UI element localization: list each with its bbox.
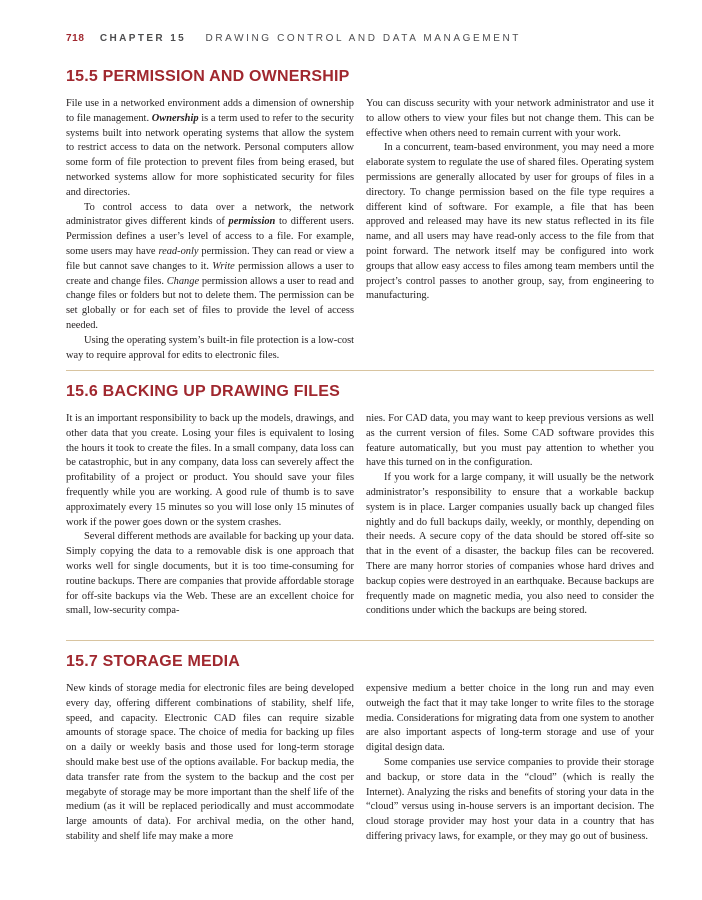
section-heading: 15.7 STORAGE MEDIA [66,653,241,670]
emphasized-term: read-only [158,245,199,257]
section-storage-media [66,652,654,845]
paragraph: It is an important responsibility to back up the models, drawings, and other data that you create. Losing your files is equivalent to losing the hours it took to create the files. In a small company, data loss can be catastrophic, but in any company, data loss can severely affect the profitability of a project or product. You should save your files frequently while you are working. A good rule of thumb is to save approximately every 15 minutes so you will lose only 15 minutes of work if the power goes down or the system crashes. [66,413,354,528]
left-column [66,682,354,845]
section-divider [66,640,654,641]
section-permission-ownership [66,67,654,363]
chapter-title: DRAWING CONTROL AND DATA MANAGEMENT [205,33,521,44]
running-head [66,33,666,47]
paragraph: To control access to data over a network, the network administrator gives different kinds of permission to different users. Permission defines a user’s level of access to a file. For example, some users may have read-only permission. They can read or view a file but cannot save changes to it. Write permission allows a user to create and change files. Change permission allows a user to read and change files or folders but not to delete them. The permission can be set globally or for each set of files to provide the level of access needed. [66,201,354,331]
paragraph: Some companies use service companies to provide their storage and backup, or store data in the “cloud” (which is really the Internet). Analyzing the risks and benefits of storing your data in the “cloud” versus using in-house servers is an important decision. The cloud storage provider may host your data in a country that has differing privacy laws, for example, or they may go out of business. [366,756,654,842]
section-backing-up [66,382,654,619]
left-column [66,412,354,619]
paragraph: expensive medium a better choice in the long run and may even outweigh the fact that it may take longer to write files to the storage media. Considerations for migrating data from one system to another are also important aspects of long-term storage and use of your digital design data. [366,683,654,754]
paragraph: File use in a networked environment adds a dimension of ownership to file management. Ownership is a term used to refer to the security systems built into network operating systems that allow the system to restrict access to data on the network. Personal computers allow some form of file protection to prevent files from being erased, but networked systems allow for more sophisticated security for files and directories. [66,98,354,198]
paragraph: In a concurrent, team-based environment, you may need a more elaborate system to regulate the use of shared files. Operating system permissions are generally allocated by user for groups of files in a directory. To change permission based on the file type requires a different kind of software. For example, a file that has been approved and released may have its new status reflected in its file name, and all users may have read-only access to the file from that point forward. The network itself may be configured into work groups that allow easy access to files among team members until the project’s control passes to another group, say, from engineering to manufacturing. [366,142,654,302]
right-column [366,682,654,845]
emphasized-term: Write [212,260,235,272]
section-heading: 15.6 BACKING UP DRAWING FILES [66,383,340,400]
chapter-label: CHAPTER 15 [99,33,187,44]
section-heading: 15.5 PERMISSION AND OWNERSHIP [66,68,350,85]
section-columns [66,682,654,845]
section-divider [66,370,654,371]
section-columns [66,412,654,619]
left-column [66,97,354,363]
emphasized-term: permission [228,216,276,228]
emphasized-term: Ownership [151,112,199,124]
right-column [366,97,654,363]
paragraph: Several different methods are available for backing up your data. Simply copying the data to a removable disk is one approach that works well for single documents, but it is too time-consuming for routine backups. There are companies that provide affordable storage for off-site backups via the Web. These are an excellent choice for small, low-security compa- [66,531,354,617]
emphasized-term: Change [166,275,200,287]
right-column [366,412,654,619]
paragraph: New kinds of storage media for electronic files are being developed every day, offering different combinations of stability, shelf life, speed, and capacity. Electronic CAD files can require sizable amounts of storage space. The choice of media for backing up files on a daily or weekly basis and those used for long-term storage should make best use of the options available. For backup media, the data transfer rate from the system to the backup and the cost per megabyte of storage may be more important than the shelf life of the medium (as it will be replaced periodically and must accommodate large amounts of data). For archival media, on the other hand, stability and shelf life may make a more [66,683,354,842]
page-number: 718 [66,33,85,44]
paragraph: nies. For CAD data, you may want to keep previous versions as well as the current version of files. Some CAD software provides this feature automatically, but you must pay attention to whether you have this turned on in the configuration. [366,413,654,469]
paragraph: If you work for a large company, it will usually be the network administrator’s responsibility to ensure that a workable backup system is in place. Larger companies usually back up changed files nightly and do full backups daily, weekly, or monthly, depending on their needs. A secure copy of the data should be stored off-site so that in the event of a disaster, the backup files can be recovered. There are many horror stories of companies whose hard drives and backup copies were destroyed in an earthquake. Because backups are frequently made on magnetic media, you also need to consider the conditions under which the backups are being stored. [366,472,654,617]
section-columns [66,97,654,363]
paragraph: You can discuss security with your network administrator and use it to allow others to view your files but not change them. This can be effective when others need to remain current with your work. [366,98,654,139]
paragraph: Using the operating system’s built-in file protection is a low-cost way to require approval for edits to electronic files. [66,334,354,361]
